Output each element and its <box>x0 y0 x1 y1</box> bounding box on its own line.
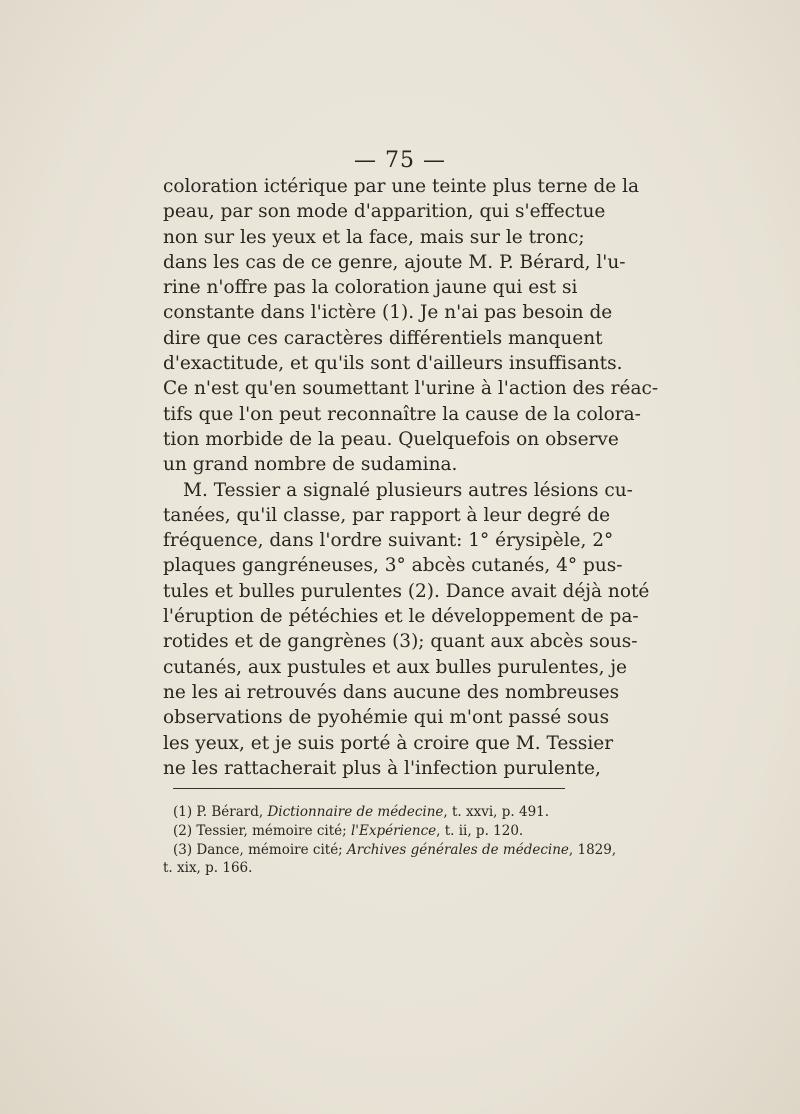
footnote-text: (3) Dance, mémoire cité; <box>173 841 348 858</box>
text-line: coloration ictérique par une teinte plus terne de la <box>163 176 640 197</box>
footnote-divider <box>173 788 565 789</box>
text-line: dans les cas de ce genre, ajoute M. P. Bérard, l'u- <box>163 251 626 273</box>
text-line: rotides et de gangrènes (3); quant aux abcès sous- <box>163 631 638 653</box>
text-line: M. Tessier a signalé plusieurs autres lésions cu- <box>183 479 633 501</box>
text-line: non sur les yeux et la face, mais sur le tronc; <box>163 226 585 248</box>
footnotes <box>163 803 617 878</box>
text-line: ne les ai retrouvés dans aucune des nombreuses <box>163 681 620 703</box>
text-line: tifs que l'on peut reconnaître la cause de la colora- <box>163 403 641 425</box>
text-line: tanées, qu'il classe, par rapport à leur degré de <box>163 504 611 526</box>
footnote-text: , 1829, <box>568 841 617 858</box>
footnote-2 <box>173 822 565 841</box>
text-line: tion morbide de la peau. Quelquefois on observe <box>163 428 619 450</box>
footnote-text: , t. xxvi, p. 491. <box>443 804 550 820</box>
footnote-title: l'Expérience <box>350 822 437 839</box>
footnote-3-continued: t. xix, p. 166. <box>163 860 253 877</box>
text-line: peau, par son mode d'apparition, qui s'effectue <box>163 201 606 223</box>
text-line: observations de pyohémie qui m'ont passé sous <box>163 707 610 729</box>
text-line: les yeux, et je suis porté à croire que M. Tessier <box>163 732 614 754</box>
footnote-title: Archives générales de médecine <box>347 841 569 858</box>
text-line: Ce n'est qu'en soumettant l'urine à l'action des réac- <box>163 378 659 400</box>
text-line: fréquence, dans l'ordre suivant: 1° érysipèle, 2° <box>163 530 614 552</box>
text-line: plaques gangréneuses, 3° abcès cutanés, 4° pus- <box>163 555 623 577</box>
text-line: cutanés, aux pustules et aux bulles purulentes, je <box>163 656 628 678</box>
footnote-1 <box>173 803 565 822</box>
footnote-3 <box>173 841 617 860</box>
footnote-title: Dictionnaire de médecine <box>267 804 444 820</box>
text-line: d'exactitude, et qu'ils sont d'ailleurs insuffisants. <box>163 353 623 375</box>
footnote-text: (2) Tessier, mémoire cité; <box>173 822 351 839</box>
text-line: un grand nombre de sudamina. <box>163 454 458 476</box>
footnote-text: , t. ii, p. 120. <box>436 822 524 839</box>
text-line: tules et bulles purulentes (2). Dance avait déjà noté <box>163 580 650 602</box>
text-line: constante dans l'ictère (1). Je n'ai pas besoin de <box>163 302 613 324</box>
text-line: ne les rattacherait plus à l'infection purulente, <box>163 757 601 779</box>
text-line: rine n'offre pas la coloration jaune qui est si <box>163 277 578 299</box>
page-number: — 75 — <box>354 148 446 173</box>
footnote-text: (1) P. Bérard, <box>173 804 268 820</box>
text-line: l'éruption de pétéchies et le développement de pa- <box>163 606 639 628</box>
body-text <box>163 174 659 781</box>
text-line: dire que ces caractères différentiels manquent <box>163 327 603 349</box>
